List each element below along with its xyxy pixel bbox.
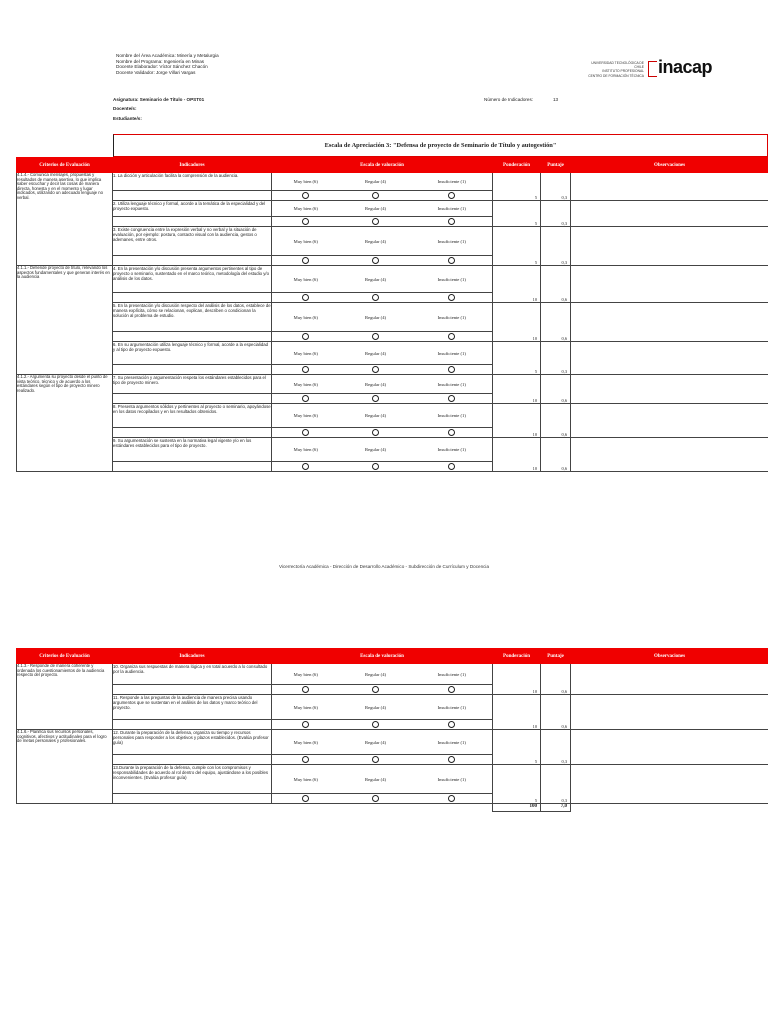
scale-regular: Regular (4) bbox=[340, 303, 412, 332]
logo-sub-line: UNIVERSIDAD TECNOLÓGICA DE CHILE bbox=[591, 61, 644, 70]
puntaje-cell: 0,6 bbox=[541, 375, 571, 404]
scale-insuficiente: Insuficiente (1) bbox=[412, 303, 493, 332]
totals-spacer bbox=[571, 804, 768, 812]
scale-muy-bien: Muy bien (6) bbox=[272, 438, 340, 462]
radio-insuficiente[interactable] bbox=[448, 686, 455, 693]
ponderacion-cell: 5 bbox=[493, 765, 541, 804]
indicator-spacer bbox=[113, 462, 272, 472]
logo-bracket-icon bbox=[648, 61, 657, 77]
scale-regular: Regular (4) bbox=[340, 201, 412, 217]
scale-regular: Regular (4) bbox=[340, 375, 412, 394]
puntaje-cell: 0,3 bbox=[541, 342, 571, 375]
num-indicadores-value: 13 bbox=[553, 97, 559, 102]
scale-insuficiente: Insuficiente (1) bbox=[412, 730, 493, 755]
indicator-spacer bbox=[113, 256, 272, 266]
option-regular[interactable] bbox=[340, 293, 412, 303]
observation-cell[interactable] bbox=[571, 173, 768, 201]
scale-regular: Regular (4) bbox=[340, 765, 412, 794]
indicator-cell: 13.Durante la preparación de la defensa, cumple con los compromisos y responsabilidades de acuerdo al rol dentro del equipo, ajustándose a los posibles inconvenientes. (Evalúa profesor guía) bbox=[113, 765, 272, 794]
option-insuficiente[interactable] bbox=[412, 794, 493, 804]
radio-insuficiente[interactable] bbox=[448, 795, 455, 802]
scale-muy-bien: Muy bien (6) bbox=[272, 695, 340, 720]
scale-muy-bien: Muy bien (6) bbox=[272, 227, 340, 256]
radio-regular[interactable] bbox=[372, 756, 379, 763]
scale-regular: Regular (4) bbox=[340, 664, 412, 685]
header-criterios: Criterios de Evaluación bbox=[17, 158, 113, 173]
ponderacion-cell: 10 bbox=[493, 695, 541, 730]
radio-insuficiente[interactable] bbox=[448, 395, 455, 402]
option-muy-bien[interactable] bbox=[272, 755, 340, 765]
indicator-spacer bbox=[113, 365, 272, 375]
indicator-spacer bbox=[113, 332, 272, 342]
radio-muy-bien[interactable] bbox=[302, 218, 309, 225]
scale-insuficiente: Insuficiente (1) bbox=[412, 266, 493, 293]
scale-muy-bien: Muy bien (6) bbox=[272, 664, 340, 685]
observation-cell[interactable] bbox=[571, 695, 768, 730]
option-regular[interactable] bbox=[340, 794, 412, 804]
scale-insuficiente: Insuficiente (1) bbox=[412, 342, 493, 365]
puntaje-cell: 0,3 bbox=[541, 730, 571, 765]
table-row bbox=[17, 765, 768, 794]
radio-muy-bien[interactable] bbox=[302, 795, 309, 802]
scale-regular: Regular (4) bbox=[340, 404, 412, 428]
scale-muy-bien: Muy bien (6) bbox=[272, 730, 340, 755]
indicator-spacer bbox=[113, 394, 272, 404]
table-row bbox=[17, 173, 768, 191]
num-indicadores-label: Número de Indicadores: bbox=[484, 97, 534, 102]
radio-regular[interactable] bbox=[372, 395, 379, 402]
option-insuficiente[interactable] bbox=[412, 428, 493, 438]
option-muy-bien[interactable] bbox=[272, 794, 340, 804]
scale-insuficiente: Insuficiente (1) bbox=[412, 664, 493, 685]
table-row bbox=[17, 695, 768, 720]
radio-muy-bien[interactable] bbox=[302, 366, 309, 373]
criterion-cell: 4.1.2.- Argumenta su proyecto desde el punto de vista teórico, técnico y de acuerdo a los estándares según el tipo de proyecto minero realizado. bbox=[17, 375, 113, 472]
radio-muy-bien[interactable] bbox=[302, 686, 309, 693]
area-name: Nombre del Área Académica: Minería y Metalurgia bbox=[116, 53, 219, 58]
puntaje-cell: 0,3 bbox=[541, 765, 571, 804]
scale-regular: Regular (4) bbox=[340, 438, 412, 462]
option-regular[interactable] bbox=[340, 256, 412, 266]
observation-cell[interactable] bbox=[571, 266, 768, 303]
radio-muy-bien[interactable] bbox=[302, 395, 309, 402]
scale-muy-bien: Muy bien (6) bbox=[272, 201, 340, 217]
observation-cell[interactable] bbox=[571, 438, 768, 472]
table-row bbox=[17, 266, 768, 293]
header-indicadores: Indicadores bbox=[113, 158, 272, 173]
option-regular[interactable] bbox=[340, 191, 412, 201]
header-puntaje: Puntaje bbox=[541, 649, 571, 664]
option-regular[interactable] bbox=[340, 462, 412, 472]
ponderacion-cell: 10 bbox=[493, 303, 541, 342]
scale-regular: Regular (4) bbox=[340, 342, 412, 365]
scale-insuficiente: Insuficiente (1) bbox=[412, 438, 493, 462]
ponderacion-cell: 10 bbox=[493, 404, 541, 438]
observation-cell[interactable] bbox=[571, 730, 768, 765]
radio-regular[interactable] bbox=[372, 721, 379, 728]
scale-insuficiente: Insuficiente (1) bbox=[412, 227, 493, 256]
scale-insuficiente: Insuficiente (1) bbox=[412, 173, 493, 191]
ponderacion-cell: 10 bbox=[493, 664, 541, 695]
radio-regular[interactable] bbox=[372, 333, 379, 340]
option-regular[interactable] bbox=[340, 720, 412, 730]
indicator-cell: 11. Responde a las preguntas de la audiencia de manera precisa usando argumentos que se sustentan en el análisis de los datos y marco teórico del proyecto. bbox=[113, 695, 272, 720]
ponderacion-cell: 5 bbox=[493, 342, 541, 375]
radio-muy-bien[interactable] bbox=[302, 294, 309, 301]
observation-cell[interactable] bbox=[571, 342, 768, 375]
option-insuficiente[interactable] bbox=[412, 685, 493, 695]
ponderacion-cell: 10 bbox=[493, 438, 541, 472]
header-escala: Escala de valoración bbox=[272, 649, 493, 664]
scale-regular: Regular (4) bbox=[340, 227, 412, 256]
observation-cell[interactable] bbox=[571, 664, 768, 695]
puntaje-cell: 0,3 bbox=[541, 173, 571, 201]
indicator-cell: 6. En su argumentación utiliza lenguaje técnico y formal, acorde a la especialidad y al tipo de proyecto expuesto. bbox=[113, 342, 272, 365]
radio-muy-bien[interactable] bbox=[302, 463, 309, 470]
observation-cell[interactable] bbox=[571, 303, 768, 342]
radio-regular[interactable] bbox=[372, 294, 379, 301]
scale-insuficiente: Insuficiente (1) bbox=[412, 375, 493, 394]
total-ponderacion: 100 bbox=[493, 804, 541, 812]
scale-muy-bien: Muy bien (6) bbox=[272, 375, 340, 394]
inacap-logo bbox=[584, 57, 714, 82]
scale-regular: Regular (4) bbox=[340, 173, 412, 191]
indicator-spacer bbox=[113, 293, 272, 303]
radio-regular[interactable] bbox=[372, 218, 379, 225]
option-insuficiente[interactable] bbox=[412, 365, 493, 375]
scale-regular: Regular (4) bbox=[340, 695, 412, 720]
scale-insuficiente: Insuficiente (1) bbox=[412, 765, 493, 794]
option-muy-bien[interactable] bbox=[272, 462, 340, 472]
option-insuficiente[interactable] bbox=[412, 755, 493, 765]
logo-name: inacap bbox=[658, 57, 713, 77]
option-regular[interactable] bbox=[340, 685, 412, 695]
logo-sub-line: INSTITUTO PROFESIONAL bbox=[602, 69, 644, 74]
table-row bbox=[17, 201, 768, 217]
radio-muy-bien[interactable] bbox=[302, 721, 309, 728]
scale-muy-bien: Muy bien (6) bbox=[272, 765, 340, 794]
indicator-cell: 4. En la presentación y/o discusión presenta argumentos pertinentes al tipo de proyecto o seminario, sustentado en el marco teórico, metodología del estudio y/o análisis de los datos. bbox=[113, 266, 272, 293]
ponderacion-cell: 10 bbox=[493, 375, 541, 404]
radio-insuficiente[interactable] bbox=[448, 294, 455, 301]
table-row bbox=[17, 342, 768, 365]
docente-label: Docente/s: bbox=[113, 106, 137, 111]
indicator-cell: 9. Su argumentación se sustenta en la normativa legal vigente y/o en los estándares establecidos para el tipo de proyecto. bbox=[113, 438, 272, 462]
header-info bbox=[116, 53, 219, 75]
radio-muy-bien[interactable] bbox=[302, 756, 309, 763]
table-row bbox=[17, 664, 768, 685]
option-insuficiente[interactable] bbox=[412, 293, 493, 303]
option-regular[interactable] bbox=[340, 428, 412, 438]
logo-subtitle bbox=[584, 61, 644, 78]
program-name: Nombre del Programa: Ingeniería en Minas bbox=[116, 58, 205, 64]
scale-regular: Regular (4) bbox=[340, 730, 412, 755]
indicator-spacer bbox=[113, 217, 272, 227]
header-observaciones: Observaciones bbox=[571, 158, 768, 173]
ponderacion-cell: 5 bbox=[493, 730, 541, 765]
header-observaciones: Observaciones bbox=[571, 649, 768, 664]
radio-muy-bien[interactable] bbox=[302, 257, 309, 264]
observation-cell[interactable] bbox=[571, 375, 768, 404]
option-regular[interactable] bbox=[340, 394, 412, 404]
option-muy-bien[interactable] bbox=[272, 365, 340, 375]
radio-regular[interactable] bbox=[372, 192, 379, 199]
indicator-spacer bbox=[113, 794, 272, 804]
radio-insuficiente[interactable] bbox=[448, 721, 455, 728]
criterion-cell: 4.1.4.- Comunica mensajes, propuestas y resultados de manera asertiva, lo que implica saber escuchar y decir las cosas de manera directa, honesta y en el momento y lugar indicados, utilizando un adecuado lenguaje no verbal. bbox=[17, 173, 113, 266]
indicator-cell: 10. Organiza sus respuestas de manera lógica y en total acuerdo a lo consultado por la audiencia. bbox=[113, 664, 272, 685]
option-muy-bien[interactable] bbox=[272, 217, 340, 227]
option-insuficiente[interactable] bbox=[412, 332, 493, 342]
scale-muy-bien: Muy bien (6) bbox=[272, 173, 340, 191]
option-insuficiente[interactable] bbox=[412, 462, 493, 472]
option-muy-bien[interactable] bbox=[272, 394, 340, 404]
header-ponderacion: Ponderación bbox=[493, 158, 541, 173]
option-insuficiente[interactable] bbox=[412, 217, 493, 227]
table-row bbox=[17, 227, 768, 256]
radio-insuficiente[interactable] bbox=[448, 218, 455, 225]
indicator-spacer bbox=[113, 755, 272, 765]
radio-regular[interactable] bbox=[372, 366, 379, 373]
page-footer: Vicerrectoría Académica - Dirección de Desarrollo Académico - Subdirección de Currículum y Docencia bbox=[278, 564, 490, 569]
indicator-spacer bbox=[113, 428, 272, 438]
option-muy-bien[interactable] bbox=[272, 256, 340, 266]
observation-cell[interactable] bbox=[571, 201, 768, 227]
table-row bbox=[17, 438, 768, 462]
scale-insuficiente: Insuficiente (1) bbox=[412, 404, 493, 428]
asignatura-label: Asignatura: Seminario de Título - OPST01 bbox=[113, 97, 205, 102]
puntaje-cell: 0,6 bbox=[541, 266, 571, 303]
option-muy-bien[interactable] bbox=[272, 191, 340, 201]
scale-muy-bien: Muy bien (6) bbox=[272, 266, 340, 293]
total-puntaje: 7,0 bbox=[541, 804, 571, 812]
header-puntaje: Puntaje bbox=[541, 158, 571, 173]
puntaje-cell: 0,3 bbox=[541, 201, 571, 227]
puntaje-cell: 0,3 bbox=[541, 227, 571, 266]
puntaje-cell: 0,6 bbox=[541, 303, 571, 342]
indicator-cell: 5. En la presentación y/o discusión respecto del análisis de los datos, establece de manera explícita, cómo se relacionan, explican, describen o condicionan la solución al problema de estudio. bbox=[113, 303, 272, 332]
radio-regular[interactable] bbox=[372, 429, 379, 436]
scale-insuficiente: Insuficiente (1) bbox=[412, 695, 493, 720]
option-regular[interactable] bbox=[340, 217, 412, 227]
table-row bbox=[17, 404, 768, 428]
option-regular[interactable] bbox=[340, 365, 412, 375]
scale-title: Escala de Apreciación 3: "Defensa de proyecto de Seminario de Título y autogestión" bbox=[113, 134, 768, 157]
ponderacion-cell: 10 bbox=[493, 266, 541, 303]
indicator-spacer bbox=[113, 685, 272, 695]
table-row bbox=[17, 303, 768, 332]
ponderacion-cell: 5 bbox=[493, 201, 541, 227]
logo-sub-line: CENTRO DE FORMACIÓN TÉCNICA bbox=[588, 73, 644, 78]
header-escala: Escala de valoración bbox=[272, 158, 493, 173]
evaluation-table-2 bbox=[16, 648, 768, 812]
header-ponderacion: Ponderación bbox=[493, 649, 541, 664]
radio-insuficiente[interactable] bbox=[448, 257, 455, 264]
radio-regular[interactable] bbox=[372, 257, 379, 264]
option-insuficiente[interactable] bbox=[412, 256, 493, 266]
header-indicadores: Indicadores bbox=[113, 649, 272, 664]
radio-muy-bien[interactable] bbox=[302, 429, 309, 436]
scale-insuficiente: Insuficiente (1) bbox=[412, 201, 493, 217]
table-row bbox=[17, 375, 768, 394]
option-regular[interactable] bbox=[340, 332, 412, 342]
radio-insuficiente[interactable] bbox=[448, 366, 455, 373]
indicator-cell: 8. Presenta argumentos sólidos y pertinentes al proyecto o seminario, apoyándose en los datos recopilados y en los resultados obtenidos. bbox=[113, 404, 272, 428]
scale-muy-bien: Muy bien (6) bbox=[272, 404, 340, 428]
table-row bbox=[17, 730, 768, 755]
criterion-cell: 4.1.6.- Planifica sus recursos personales, cognitivos, afectivos y actitudinales para el logro de metas personales y profesionales. bbox=[17, 730, 113, 804]
totals-spacer bbox=[17, 804, 493, 812]
option-insuficiente[interactable] bbox=[412, 394, 493, 404]
indicator-spacer bbox=[113, 191, 272, 201]
validator-teacher: Docente Validador: Jorge Villari Vargas bbox=[116, 69, 196, 75]
option-insuficiente[interactable] bbox=[412, 191, 493, 201]
radio-insuficiente[interactable] bbox=[448, 756, 455, 763]
radio-regular[interactable] bbox=[372, 795, 379, 802]
puntaje-cell: 0,6 bbox=[541, 664, 571, 695]
radio-insuficiente[interactable] bbox=[448, 192, 455, 199]
option-insuficiente[interactable] bbox=[412, 720, 493, 730]
evaluation-table-1 bbox=[16, 157, 768, 472]
radio-insuficiente[interactable] bbox=[448, 429, 455, 436]
scale-regular: Regular (4) bbox=[340, 266, 412, 293]
scale-muy-bien: Muy bien (6) bbox=[272, 342, 340, 365]
observation-cell[interactable] bbox=[571, 227, 768, 266]
option-muy-bien[interactable] bbox=[272, 685, 340, 695]
ponderacion-cell: 5 bbox=[493, 173, 541, 201]
radio-insuficiente[interactable] bbox=[448, 333, 455, 340]
indicator-cell: 2. Utiliza lenguaje técnico y formal, acorde a la temática de la especialidad y del proyecto expuesto. bbox=[113, 201, 272, 217]
indicator-spacer bbox=[113, 720, 272, 730]
radio-regular[interactable] bbox=[372, 463, 379, 470]
observation-cell[interactable] bbox=[571, 404, 768, 438]
indicator-cell: 7. Su presentación y argumentación respeta los estándares establecidos para el tipo de proyecto minero. bbox=[113, 375, 272, 394]
header-criterios: Criterios de Evaluación bbox=[17, 649, 113, 664]
estudiante-label: Estudiante/s: bbox=[113, 116, 142, 121]
radio-muy-bien[interactable] bbox=[302, 192, 309, 199]
criterion-cell: 4.1.1.- Defiende proyecto de título, relevando los aspectos fundamentales y que generan interés en la audiencia bbox=[17, 266, 113, 375]
option-muy-bien[interactable] bbox=[272, 293, 340, 303]
radio-regular[interactable] bbox=[372, 686, 379, 693]
option-muy-bien[interactable] bbox=[272, 720, 340, 730]
option-regular[interactable] bbox=[340, 755, 412, 765]
ponderacion-cell: 5 bbox=[493, 227, 541, 266]
puntaje-cell: 0,6 bbox=[541, 695, 571, 730]
puntaje-cell: 0,6 bbox=[541, 438, 571, 472]
puntaje-cell: 0,6 bbox=[541, 404, 571, 438]
indicator-cell: 12. Durante la preparación de la defensa, organiza su tiempo y recursos personales para responder a los objetivos y plazos establecidos. (Evalúa profesor guía) bbox=[113, 730, 272, 755]
radio-muy-bien[interactable] bbox=[302, 333, 309, 340]
scale-muy-bien: Muy bien (6) bbox=[272, 303, 340, 332]
option-muy-bien[interactable] bbox=[272, 428, 340, 438]
radio-insuficiente[interactable] bbox=[448, 463, 455, 470]
totals-row bbox=[17, 804, 768, 812]
criterion-cell: 4.1.3.- Responde de manera coherente y ordenada los cuestionamientos de la audiencia respecto del proyecto. bbox=[17, 664, 113, 730]
author-teacher: Docente Elaborador: Víctor Sánchez Chacón bbox=[116, 64, 208, 70]
observation-cell[interactable] bbox=[571, 765, 768, 804]
indicator-cell: 1. La dicción y articulación facilita la comprensión de la audiencia. bbox=[113, 173, 272, 191]
option-muy-bien[interactable] bbox=[272, 332, 340, 342]
indicator-cell: 3. Existe congruencia entre la expresión verbal y no verbal y la situación de evaluación, por ejemplo: postura, contacto visual con la audiencia, gestos o ademanes, entre otros. bbox=[113, 227, 272, 256]
